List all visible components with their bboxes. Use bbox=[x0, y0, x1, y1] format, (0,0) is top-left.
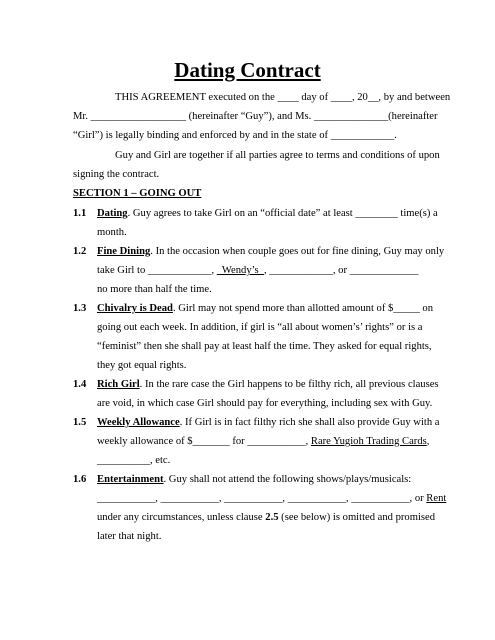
clause-1-6-text-c3: (see below) is omitted and promised bbox=[278, 512, 436, 523]
clause-1-4-number: 1.4 bbox=[73, 379, 87, 390]
clause-1-2-wendys: Wendy’s bbox=[216, 265, 264, 276]
section-1-heading: SECTION 1 – GOING OUT bbox=[73, 188, 202, 199]
intro-line-2-end: (hereinafter bbox=[388, 111, 438, 122]
document-title: Dating Contract bbox=[174, 58, 321, 82]
clause-1-1-text: . Guy agrees to take Girl on an “official date” at least ________ time(s) a bbox=[127, 208, 438, 219]
clause-1-6-text-a3: under any circumstances, unless clause bbox=[97, 512, 266, 523]
clause-1-2-text-c: , ____________, or _____________ bbox=[263, 265, 419, 276]
clause-1-3-line-2: going out each week. In addition, if girl is “all about women’s’ rights” or is a bbox=[97, 322, 423, 333]
intro-para2-line-1: Guy and Girl are together if all parties agree to terms and conditions of upon bbox=[115, 150, 440, 161]
intro-line-2 bbox=[73, 110, 438, 123]
clause-1-2-text: . In the occasion when couple goes out for fine dining, Guy may only bbox=[150, 246, 445, 257]
clause-1-6-number: 1.6 bbox=[73, 474, 87, 485]
clause-1-5-text-c: , bbox=[426, 436, 430, 447]
clause-1-2-line-1 bbox=[97, 245, 444, 258]
clause-1-1-title: Dating bbox=[97, 208, 128, 219]
clause-1-1-line-2: month. bbox=[97, 227, 127, 238]
clause-1-6-line-4: later that night. bbox=[97, 531, 162, 542]
intro-line-3: “Girl”) is legally binding and enforced by and in the state of ____________. bbox=[73, 130, 397, 141]
clause-1-5-yugioh: Rare Yugioh Trading Cards bbox=[310, 436, 427, 447]
clause-1-6-title: Entertainment bbox=[97, 474, 164, 485]
intro-line-2-text: Mr. __________________ (hereinafter “Guy”), and Ms. ______________ bbox=[73, 111, 389, 122]
clause-1-4-title: Rich Girl bbox=[97, 379, 140, 390]
clause-1-3-line-3: “feminist” then she shall pay at least half the time. They asked for equal rights, bbox=[97, 341, 432, 352]
clause-1-3-line-4: they got equal rights. bbox=[97, 360, 187, 371]
clause-1-5-line-2 bbox=[97, 435, 429, 448]
clause-1-2-number: 1.2 bbox=[73, 246, 87, 257]
clause-1-5-text: . If Girl is in fact filthy rich she shall also provide Guy with a bbox=[179, 417, 440, 428]
clause-1-3-text: . Girl may not spend more than allotted amount of $_____ on bbox=[172, 303, 434, 314]
clause-1-6-ref: 2.5 bbox=[265, 512, 279, 523]
clause-1-6-line-3 bbox=[97, 511, 435, 524]
clause-1-6-line-1 bbox=[97, 473, 411, 486]
clause-1-4-text: . In the rare case the Girl happens to be filthy rich, all previous clauses bbox=[139, 379, 439, 390]
clause-1-3-title: Chivalry is Dead bbox=[97, 303, 173, 314]
clause-1-1-line-1 bbox=[97, 207, 438, 220]
clause-1-2-text-a: take Girl to ____________, bbox=[97, 265, 217, 276]
clause-1-5-text-a: weekly allowance of $_______ for ___________, bbox=[97, 436, 311, 447]
clause-1-6-text: . Guy shall not attend the following shows/plays/musicals: bbox=[163, 474, 412, 485]
clause-1-6-line-2 bbox=[97, 492, 446, 505]
clause-1-3-number: 1.3 bbox=[73, 303, 87, 314]
clause-1-5-number: 1.5 bbox=[73, 417, 87, 428]
clause-1-3-line-1 bbox=[97, 302, 433, 315]
clause-1-6-rent: Rent bbox=[426, 493, 447, 504]
clause-1-2-line-2 bbox=[97, 264, 418, 277]
clause-1-2-title: Fine Dining bbox=[97, 246, 151, 257]
clause-1-5-line-3: __________, etc. bbox=[97, 455, 171, 466]
clause-1-4-line-1 bbox=[97, 378, 439, 391]
clause-1-6-text-a: ___________, ___________, ___________, ___________, ___________, or bbox=[97, 493, 427, 504]
clause-1-4-line-2: are void, in which case Girl should pay for everything, including sex with Guy. bbox=[97, 398, 433, 409]
intro-para2-line-2: signing the contract. bbox=[73, 169, 160, 180]
clause-1-5-line-1 bbox=[97, 416, 439, 429]
intro-line-1: THIS AGREEMENT executed on the ____ day of ____, 20__, by and between bbox=[115, 92, 451, 103]
clause-1-2-line-3: no more than half the time. bbox=[97, 284, 212, 295]
clause-1-1-number: 1.1 bbox=[73, 208, 87, 219]
clause-1-5-title: Weekly Allowance bbox=[97, 417, 180, 428]
